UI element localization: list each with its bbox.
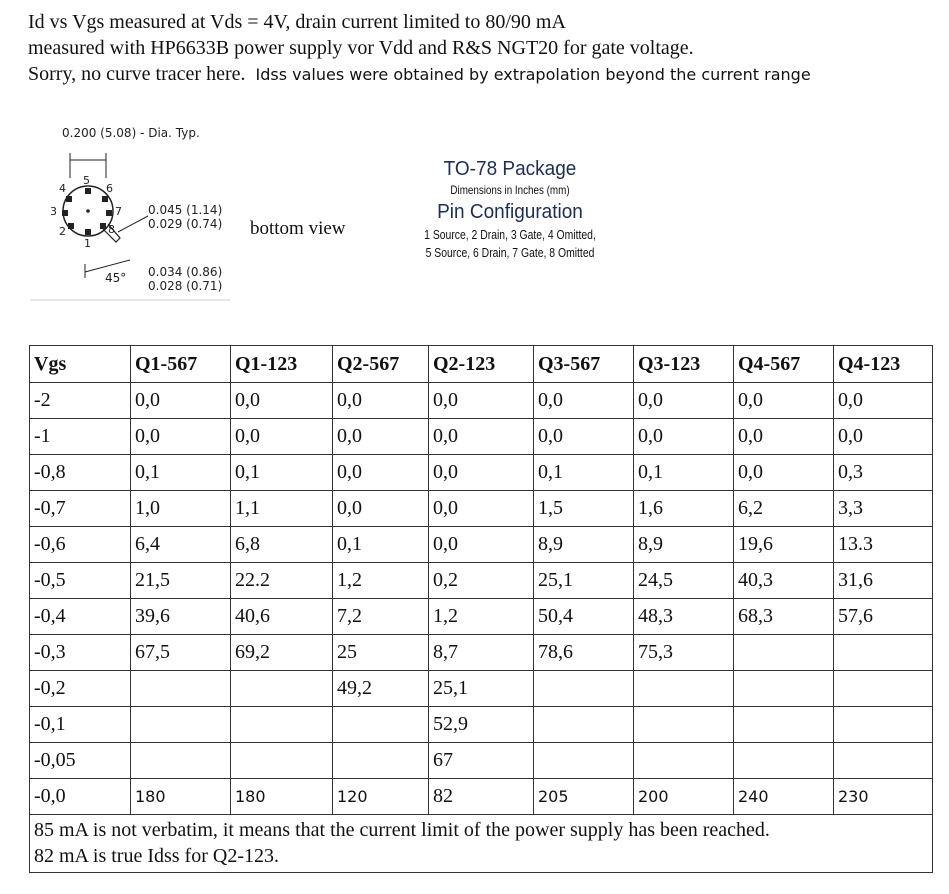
diameter-label: 0.200 (5.08) - Dia. Typ.: [62, 126, 200, 140]
idss-note: Idss values were obtained by extrapolation beyond the current range: [255, 65, 811, 84]
pin-config-line-1: 1 Source, 2 Drain, 3 Gate, 4 Omitted,: [424, 227, 596, 242]
cell-q2-123: 0,2: [429, 563, 534, 599]
cell-q1-567: 67,5: [131, 635, 231, 671]
cell-q2-123: 0,0: [429, 527, 534, 563]
lead-dim-2: 0.029 (0.74): [148, 217, 223, 231]
table-row: [30, 419, 933, 455]
table-row: [30, 563, 933, 599]
cell-q2-567: 25: [333, 635, 429, 671]
cell-vgs: -0,7: [30, 491, 131, 527]
package-info: [395, 158, 625, 260]
cell-q3-567: 0,0: [534, 383, 634, 419]
cell-q1-567: 0,0: [131, 383, 231, 419]
cell-q1-123: 6,8: [231, 527, 333, 563]
pin-config-title: Pin Configuration: [437, 201, 583, 223]
cell-q4-567: [734, 743, 834, 779]
cell-q1-567: [131, 671, 231, 707]
pin-label-4: 4: [59, 182, 66, 195]
cell-q1-567: [131, 743, 231, 779]
cell-q4-123: 31,6: [834, 563, 933, 599]
cell-q1-123: [231, 707, 333, 743]
cell-q4-567: 0,0: [734, 383, 834, 419]
cell-q2-567: 1,2: [333, 563, 429, 599]
table-row: [30, 383, 933, 419]
header-q4-567: Q4-567: [734, 346, 834, 383]
cell-q4-567: [734, 707, 834, 743]
cell-q4-123: 13.3: [834, 527, 933, 563]
footnote-line-1: 85 mA is not verbatim, it means that the current limit of the power supply has been reached.: [34, 819, 770, 841]
cell-q4-567: 6,2: [734, 491, 834, 527]
cell-q3-123: 48,3: [634, 599, 734, 635]
cell-q2-123: 0,0: [429, 455, 534, 491]
cell-q2-567: 0,0: [333, 419, 429, 455]
cell-q4-123: 0,3: [834, 455, 933, 491]
cell-q2-123: 8,7: [429, 635, 534, 671]
cell-q3-123: [634, 707, 734, 743]
cell-q3-123: 0,0: [634, 383, 734, 419]
pin-label-7: 7: [115, 205, 122, 218]
cell-q3-567: [534, 671, 634, 707]
cell-q4-567: 68,3: [734, 599, 834, 635]
header-q3-123: Q3-123: [634, 346, 734, 383]
pin-2-mark: [68, 223, 74, 229]
cell-q1-123: 0,0: [231, 419, 333, 455]
cell-q4-123: [834, 671, 933, 707]
idss-q3-567: 205: [534, 779, 634, 815]
cell-q3-567: 0,0: [534, 419, 634, 455]
cell-q4-123: 57,6: [834, 599, 933, 635]
cell-vgs: -0,2: [30, 671, 131, 707]
cell-vgs: -0,8: [30, 455, 131, 491]
cell-q3-123: 0,0: [634, 419, 734, 455]
cell-q3-567: 25,1: [534, 563, 634, 599]
pin-1-mark: [85, 229, 91, 235]
cell-q3-567: [534, 743, 634, 779]
cell-q1-123: 0,0: [231, 383, 333, 419]
cell-q2-567: 0,0: [333, 491, 429, 527]
table-row: [30, 707, 933, 743]
cell-q4-123: [834, 635, 933, 671]
pin-label-6: 6: [106, 182, 113, 195]
cell-q3-123: 0,1: [634, 455, 734, 491]
cell-q3-123: 8,9: [634, 527, 734, 563]
table-row: [30, 743, 933, 779]
cell-q4-123: 3,3: [834, 491, 933, 527]
cell-q3-567: 50,4: [534, 599, 634, 635]
idss-q1-567: 180: [131, 779, 231, 815]
idss-vgs: -0,0: [30, 779, 131, 815]
cell-q2-567: 7,2: [333, 599, 429, 635]
cell-q1-567: [131, 707, 231, 743]
cell-q2-123: 0,0: [429, 419, 534, 455]
cell-q3-567: 8,9: [534, 527, 634, 563]
cell-q2-123: 52,9: [429, 707, 534, 743]
pin-config-line-2: 5 Source, 6 Drain, 7 Gate, 8 Omitted: [425, 245, 595, 260]
tab-dim-1: 0.034 (0.86): [148, 265, 223, 279]
cell-vgs: -0,6: [30, 527, 131, 563]
table-row: [30, 455, 933, 491]
dimensions-note: Dimensions in Inches (mm): [450, 183, 570, 197]
idss-q3-123: 200: [634, 779, 734, 815]
cell-q4-123: 0,0: [834, 383, 933, 419]
cell-vgs: -0,5: [30, 563, 131, 599]
cell-q2-123: 0,0: [429, 491, 534, 527]
cell-vgs: -1: [30, 419, 131, 455]
lead-dim-1: 0.045 (1.14): [148, 203, 223, 217]
footnote-cell: [30, 815, 933, 873]
cell-q3-123: [634, 671, 734, 707]
cell-vgs: -0,05: [30, 743, 131, 779]
cell-q1-123: 1,1: [231, 491, 333, 527]
cell-vgs: -0,3: [30, 635, 131, 671]
center-mark: [86, 209, 90, 213]
header-q1-123: Q1-123: [231, 346, 333, 383]
cell-vgs: -0,1: [30, 707, 131, 743]
pin-5-mark: [85, 188, 91, 194]
table-header-row: [30, 346, 933, 383]
cell-q1-567: 0,1: [131, 455, 231, 491]
pin-4-mark: [66, 196, 72, 202]
table-row: [30, 671, 933, 707]
bottom-view-label: bottom view: [250, 218, 346, 239]
idss-q2-123: 82: [429, 779, 534, 815]
cell-q1-123: 69,2: [231, 635, 333, 671]
angle-label: 45°: [105, 271, 127, 285]
cell-q2-123: 25,1: [429, 671, 534, 707]
cell-q3-567: 0,1: [534, 455, 634, 491]
cell-vgs: -0,4: [30, 599, 131, 635]
pin-8-mark: [100, 223, 106, 229]
pin-label-5: 5: [83, 174, 90, 187]
pin-7-mark: [106, 210, 112, 216]
idss-row: [30, 779, 933, 815]
table-row: [30, 527, 933, 563]
cell-q3-567: 78,6: [534, 635, 634, 671]
cell-q2-123: 0,0: [429, 383, 534, 419]
cell-q3-123: 24,5: [634, 563, 734, 599]
cell-vgs: -2: [30, 383, 131, 419]
cell-q2-123: 67: [429, 743, 534, 779]
package-title: TO-78 Package: [443, 158, 577, 180]
cell-q2-567: [333, 743, 429, 779]
header-q3-567: Q3-567: [534, 346, 634, 383]
idss-q1-123: 180: [231, 779, 333, 815]
cell-q1-567: 1,0: [131, 491, 231, 527]
cell-q4-567: 40,3: [734, 563, 834, 599]
cell-q1-123: [231, 671, 333, 707]
cell-q2-567: [333, 707, 429, 743]
header-line-1: Id vs Vgs measured at Vds = 4V, drain current limited to 80/90 mA: [28, 11, 566, 33]
cell-q4-567: 0,0: [734, 419, 834, 455]
idss-q2-567: 120: [333, 779, 429, 815]
table-row: [30, 491, 933, 527]
header-q2-567: Q2-567: [333, 346, 429, 383]
pin-6-mark: [102, 196, 108, 202]
cell-q2-567: 0,0: [333, 455, 429, 491]
pin-label-2: 2: [59, 225, 66, 238]
table-row: [30, 635, 933, 671]
cell-q2-123: 1,2: [429, 599, 534, 635]
cell-q1-567: 6,4: [131, 527, 231, 563]
cell-q1-123: 22.2: [231, 563, 333, 599]
cell-q1-123: 0,1: [231, 455, 333, 491]
pin-label-8: 8: [108, 223, 115, 236]
idss-q4-123: 230: [834, 779, 933, 815]
cell-q3-123: 1,6: [634, 491, 734, 527]
header-vgs: Vgs: [30, 346, 131, 383]
header-q2-123: Q2-123: [429, 346, 534, 383]
pin-3-mark: [62, 210, 68, 216]
header-line-3-text: Sorry, no curve tracer here.: [28, 63, 246, 85]
id-vs-vgs-table: [29, 345, 933, 873]
header-q1-567: Q1-567: [131, 346, 231, 383]
idss-q4-567: 240: [734, 779, 834, 815]
cell-q3-123: 75,3: [634, 635, 734, 671]
table-row: [30, 599, 933, 635]
pin-label-3: 3: [50, 205, 57, 218]
tab-dim-2: 0.028 (0.71): [148, 279, 223, 293]
header-line-2: measured with HP6633B power supply vor Vdd and R&S NGT20 for gate voltage.: [28, 37, 694, 59]
cell-q3-123: [634, 743, 734, 779]
cell-q3-567: [534, 707, 634, 743]
header-line-3: [28, 62, 811, 87]
cell-q1-123: 40,6: [231, 599, 333, 635]
footnote-row: [30, 815, 933, 873]
cell-q4-123: 0,0: [834, 419, 933, 455]
pin-label-1: 1: [84, 237, 91, 250]
cell-q4-123: [834, 707, 933, 743]
cell-q2-567: 0,0: [333, 383, 429, 419]
to78-bottom-view-diagram: [30, 120, 270, 305]
cell-q4-567: 19,6: [734, 527, 834, 563]
cell-q2-567: 0,1: [333, 527, 429, 563]
cell-q4-567: [734, 635, 834, 671]
cell-q1-567: 39,6: [131, 599, 231, 635]
cell-q1-567: 21,5: [131, 563, 231, 599]
header-q4-123: Q4-123: [834, 346, 933, 383]
cell-q4-567: 0,0: [734, 455, 834, 491]
cell-q4-123: [834, 743, 933, 779]
footnote-line-2: 82 mA is true Idss for Q2-123.: [34, 845, 279, 867]
cell-q4-567: [734, 671, 834, 707]
cell-q1-567: 0,0: [131, 419, 231, 455]
cell-q3-567: 1,5: [534, 491, 634, 527]
cell-q2-567: 49,2: [333, 671, 429, 707]
cell-q1-123: [231, 743, 333, 779]
